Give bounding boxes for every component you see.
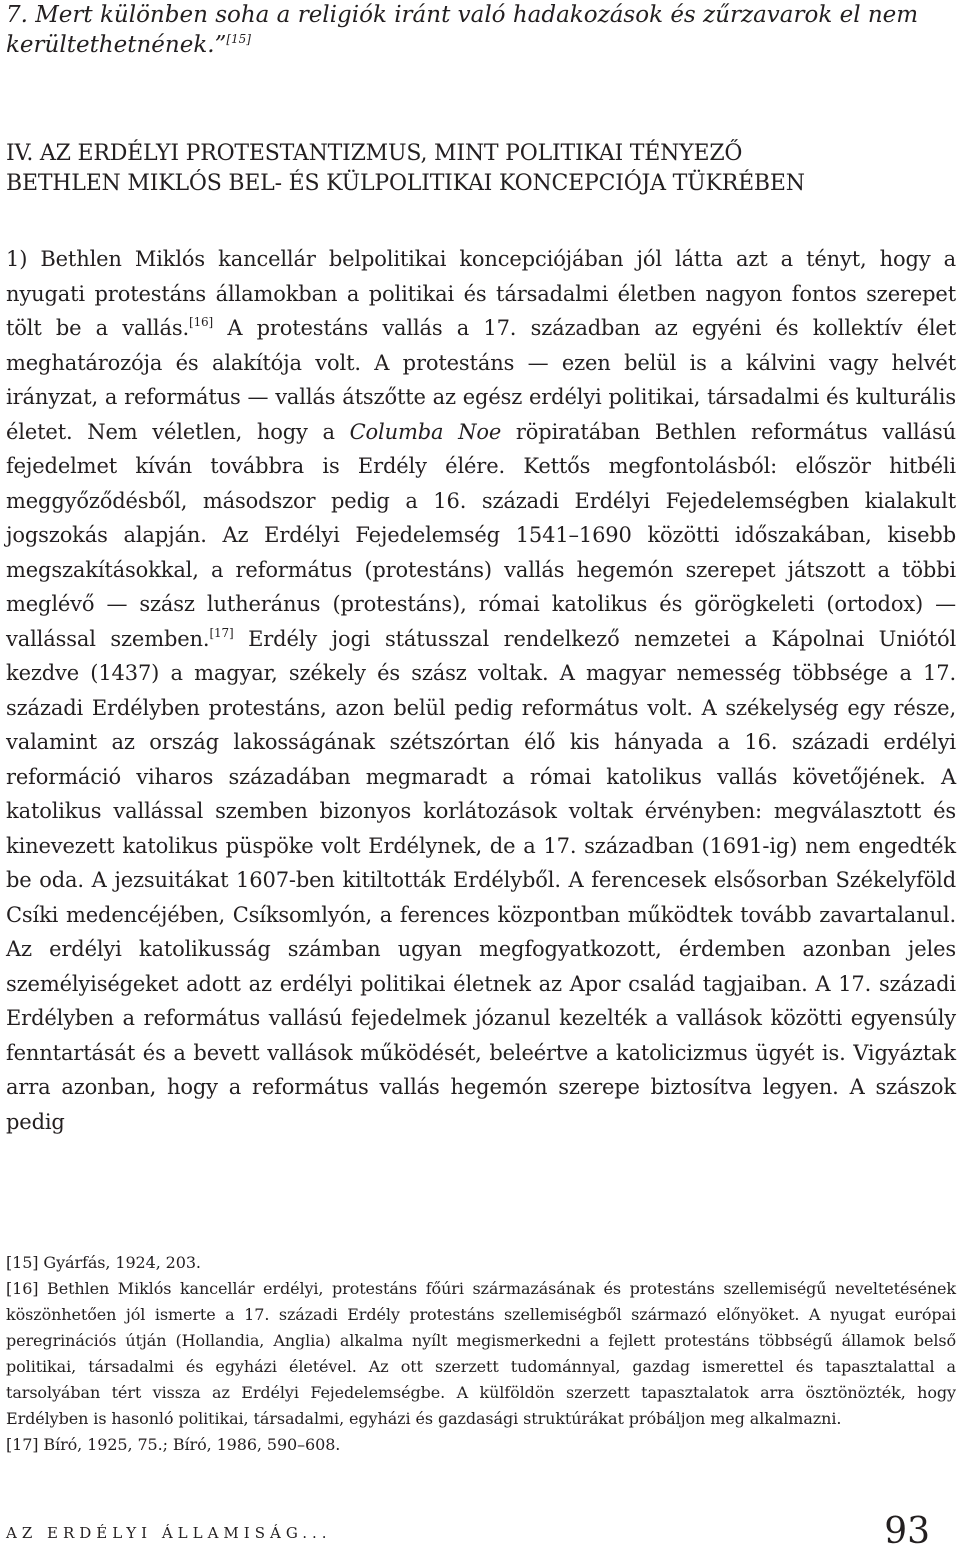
section-heading bbox=[6, 139, 956, 199]
body-text-part-1: 1) Bethlen Miklós kancellár belpolitikai koncepciójában jól látta azt a tényt, hogy a nyugati protestáns államokban a politikai és társadalmi életben nagyon fontos szerepet tölt be a vallás. bbox=[6, 247, 956, 340]
work-title-italic: Columba Noe bbox=[349, 419, 502, 444]
footnote-16: [16] Bethlen Miklós kancellár erdélyi, protestáns főúri származásának és protestáns szellemiségű neveltetésének köszönhetően jól ismerte a 17. századi Erdély protestáns szellemiségből származó előnyöket. A nyugat európai peregrinációs útján (Hollandia, Anglia) alkalma nyílt megismerkedni a fejlett protestáns többségű államok belső politikai, társadalmi és egyházi életével. Az ott szerzett tudománnyal, gazdag ismerettel és tapasztalattal a tarsolyában tért vissza az Erdélyi Fejedelemségbe. A külföldön szerzett tapasztalatok arra ösztönözték, hogy Erdélyben is hasonló politikai, társadalmi, egyházi és gazdasági struktúrákat próbáljon meg alkalmazni. bbox=[6, 1279, 956, 1428]
footnote-17: [17] Bíró, 1925, 75.; Bíró, 1986, 590–608. bbox=[6, 1435, 341, 1454]
footnote-ref-16[interactable]: [16] bbox=[189, 315, 214, 329]
quote-paragraph bbox=[6, 0, 956, 60]
body-text-part-4: Erdély jogi státusszal rendelkező nemzetei a Kápolnai Uniótól kezdve (1437) a magyar, székely és szász voltak. A magyar nemesség többsége a 17. századi Erdélyben protestáns, azon belül pedig református volt. A székelység egy része, valamint az ország lakosságának szétszórtan élő kis hányada a 16. századi erdélyi reformáció viharos századában megmaradt a római katolikus vallás követőjének. A katolikus vallással szemben bizonyos korlátozások voltak érvényben: megválasztott és kinevezett katolikus püspöke volt Erdélynek, de a 17. században (1691-ig) nem engedték be oda. A jezsuitákat 1607-ben kitiltották Erdélyből. A ferencesek elsősorban Székelyföld Csíki medencéjében, Csíksomlyón, a ferences központban működtek tovább zavartalanul. Az erdélyi katolikusság számban ugyan megfogyatkozott, érdemben azonban jeles személyiségeket adott az erdélyi politikai életnek az Apor család tagjaiban. A 17. századi Erdélyben a református vallású fejedelmek józanul kezelték a vallások közötti egyensúly fenntartását és a bevett vallások működését, beleértve a katolicizmus ügyét is. Vigyáztak arra azonban, hogy a református vallás hegemón szerepe biztosítva legyen. A szászok pedig bbox=[6, 626, 957, 1134]
heading-line-2: BETHLEN MIKLÓS BEL- ÉS KÜLPOLITIKAI KONCEPCIÓJA TÜKRÉBEN bbox=[6, 171, 805, 196]
page-number: 93 bbox=[884, 1511, 930, 1552]
quote-text: 7. Mert különben soha a religiók iránt való hadakozások és zűrzavarok el nem kerültethetnének.” bbox=[6, 2, 919, 58]
footnote-ref-17[interactable]: [17] bbox=[209, 625, 234, 640]
body-paragraph bbox=[6, 242, 956, 1139]
footnotes-section bbox=[6, 1250, 956, 1458]
footnote-ref-15[interactable]: [15] bbox=[226, 32, 251, 46]
footnote-15: [15] Gyárfás, 1924, 203. bbox=[6, 1253, 201, 1272]
heading-line-1: IV. AZ ERDÉLYI PROTESTANTIZMUS, MINT POLITIKAI TÉNYEZŐ bbox=[6, 141, 743, 166]
running-title: AZ ERDÉLYI ÁLLAMISÁG... bbox=[6, 1524, 332, 1542]
body-text-part-2: A protestáns vallás a 17. században az egyéni és kollektív élet meghatározója és alakítója volt. A protestáns — ezen belül is a kálvini vagy helvét irányzat, a református — vallás átszőtte az egész erdélyi politikai, társadalmi és kulturális életet. Nem véletlen, hogy a bbox=[6, 316, 956, 444]
body-text-part-3: röpiratában Bethlen református vallású fejedelmet kíván továbbra is Erdély élére. Kettős megfontolásból: először hitbéli meggyőződésből, másodszor pedig a 16. századi Erdélyi Fejedelemségben kialakult jogszokás alapján. Az Erdélyi Fejedelemség 1541–1690 közötti időszakában, kisebb megszakításokkal, a református (protestáns) vallás hegemón szerepet játszott a többi meglévő — szász lutheránus (protestáns), római katolikus és görögkeleti (ortodox) — vallással szemben. bbox=[6, 419, 956, 651]
